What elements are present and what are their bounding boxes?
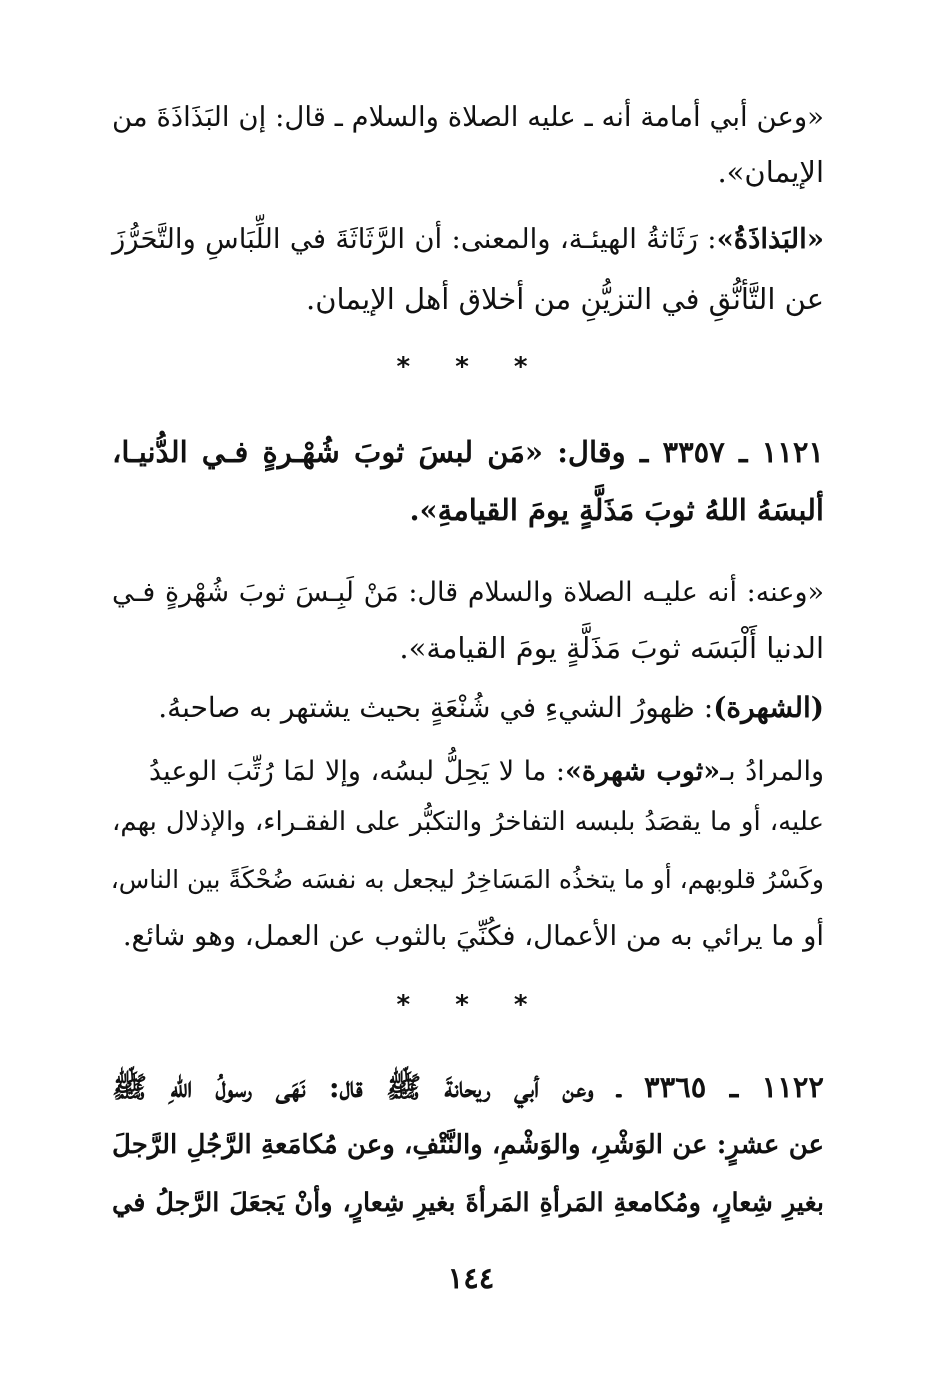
commentary-line [149, 752, 824, 792]
gloss-line: عن التَّأنُّقِ في التزيُّنِ من أخلاق أهل الإيمان. [306, 282, 824, 316]
meaning-term: «ثوب شهرة» [565, 756, 721, 787]
commentary-line: الدنيا أَلْبَسَه ثوبَ مَذَلَّةٍ يومَ القيامة». [399, 631, 824, 665]
definition-term: (الشهرة) [713, 691, 824, 724]
section-divider: * * * [396, 352, 546, 382]
gloss-definition: : رَثَاثةُ الهيئـة، والمعنى: أن الرَّثَاثَةَ في اللِّبَاسِ والتَّحَرُّزَ [112, 223, 717, 255]
narration-line: الإيمان». [717, 155, 824, 189]
commentary-line: «وعنه: أنه عليـه الصلاة والسلام قال: مَنْ لَبِـسَ ثوبَ شُهْرةٍ فـي [112, 577, 824, 608]
commentary-line: أو ما يرائي به من الأعمال، فكُنِّيَ بالثوب عن العمل، وهو شائع. [122, 920, 824, 952]
commentary-line: عليه، أو ما يقصَدُ بلبسه التفاخرُ والتكبُّر على الفقـراء، والإذلال بهم، [112, 807, 824, 837]
narration-line: «وعن أبي أمامة أنه ـ عليه الصلاة والسلام ـ قال: إن البَذَاذَةَ من [112, 101, 824, 133]
meaning-lead: والمرادُ بـ [720, 756, 824, 787]
commentary-line: وكَسْرُ قلوبهم، أو ما يتخذُه المَسَاخِرُ ليجعل به نفسَه ضُحْكَةً بين الناس، [110, 865, 824, 894]
page-number: ١٤٤ [447, 1261, 495, 1295]
hadith-text-line: ١١٢١ ـ ٣٣٥٧ ـ وقال: «مَن لبسَ ثوبَ شُهْـرةٍ فـي الدُّنيـا، [112, 435, 824, 469]
definition-text: : ظهورُ الشيءِ في شُنْعَةٍ بحيث يشتهر به صاحبهُ. [158, 691, 714, 724]
hadith-text-line: ١١٢٢ ـ ٣٣٦٥ ـ وعن أبي ريحانةَ ﷺ قال: نَهَى رسولُ اللهِ ﷺ [112, 1070, 824, 1104]
hadith-text-line: ألبسَهُ اللهُ ثوبَ مَذَلَّةٍ يومَ القيامةِ». [409, 493, 824, 527]
gloss-term: «البَذاذَةُ» [716, 223, 824, 255]
meaning-text: : ما لا يَحِلُّ لبسُه، وإلا لمَا رُتِّبَ الوعيدُ [149, 756, 566, 787]
gloss-line [112, 219, 824, 259]
section-divider: * * * [396, 990, 546, 1020]
hadith-text-line: بغيرِ شِعارٍ، ومُكامعةِ المَرأةِ المَرأةَ بغيرِ شِعارٍ، وأنْ يَجعَلَ الرَّجلُ في [112, 1188, 824, 1218]
hadith-text-line: عن عشرٍ: عن الوَشْرِ، والوَشْمِ، والنَّتْفِ، وعن مُكامَعةِ الرَّجُلِ الرَّجلَ [112, 1130, 824, 1160]
definition-line [149, 688, 824, 728]
